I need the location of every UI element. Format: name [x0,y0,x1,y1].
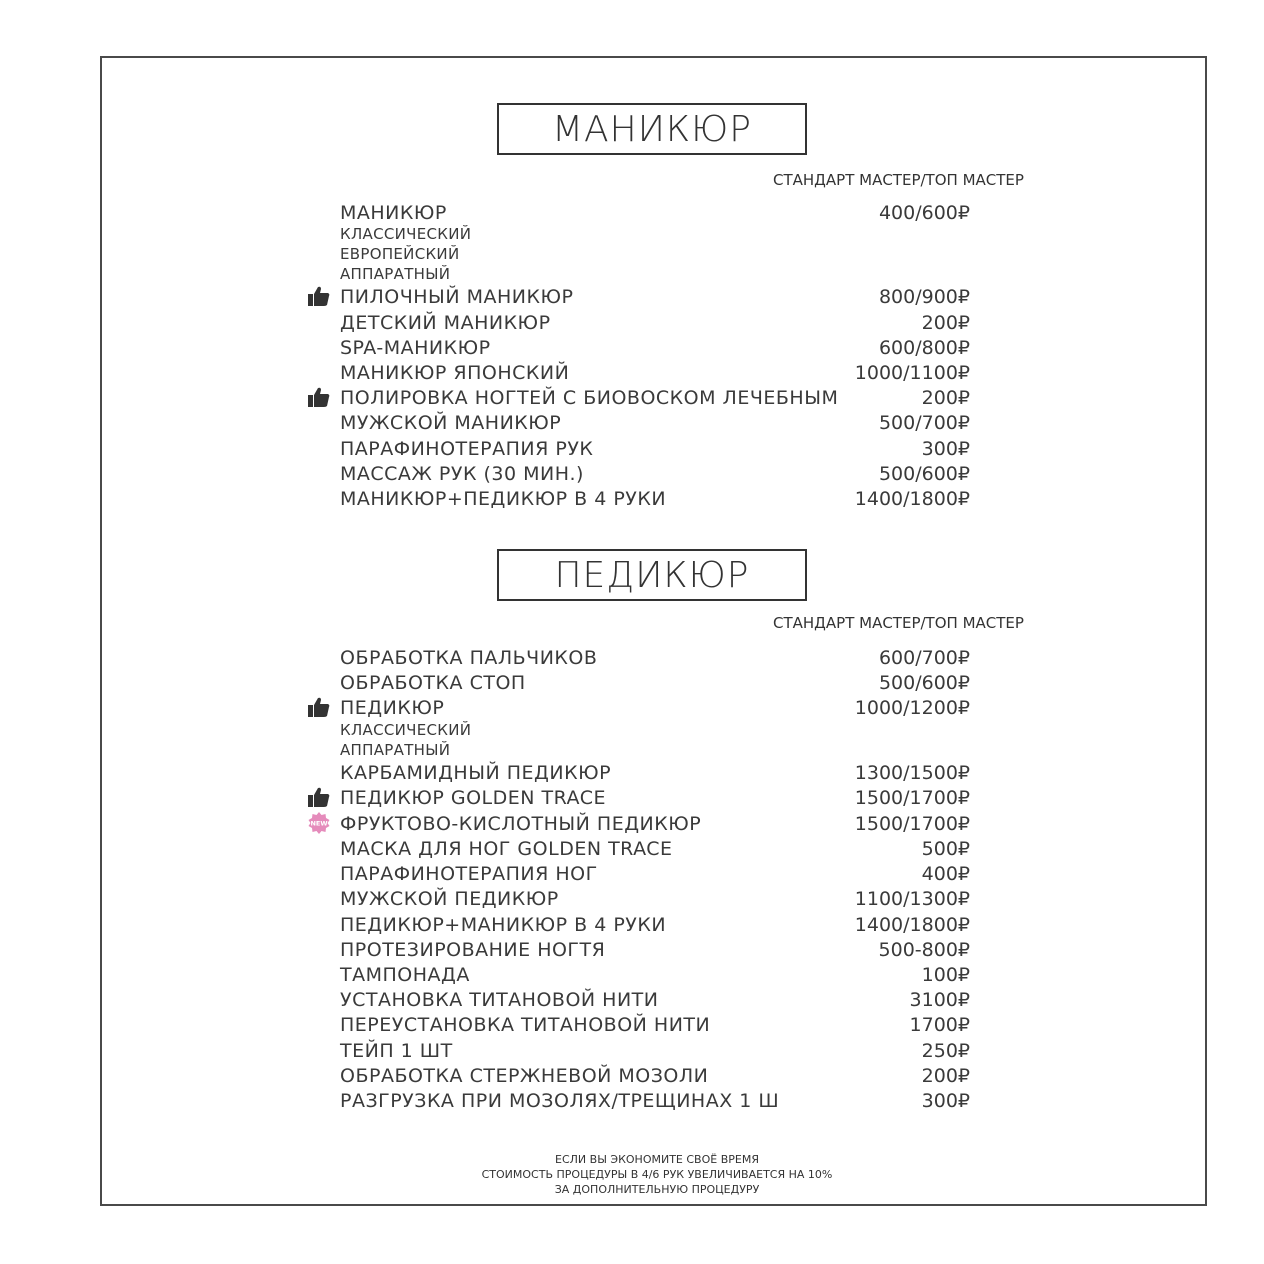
service-price: 600/800₽ [878,337,970,359]
price-row [340,964,970,990]
service-price: 1100/1300₽ [854,888,970,910]
service-subtype: КЛАССИЧЕСКИЙ [340,225,472,243]
price-row [340,863,970,889]
manicure-column-header: СТАНДАРТ МАСТЕР/ТОП МАСТЕР [773,171,1024,189]
price-row [340,463,970,489]
service-name: ПАРАФИНОТЕРАПИЯ НОГ [340,863,598,885]
service-name: ПЕДИКЮР+МАНИКЮР В 4 РУКИ [340,914,667,936]
service-price: 1400/1800₽ [854,914,970,936]
service-name: ОБРАБОТКА ПАЛЬЧИКОВ [340,647,598,669]
service-price: 300₽ [921,1090,970,1112]
price-row [340,1040,970,1066]
thumbs-up-icon [307,785,331,809]
service-price: 200₽ [921,312,970,334]
manicure-section-title: МАНИКЮР [497,103,807,155]
service-name: ПРОТЕЗИРОВАНИЕ НОГТЯ [340,939,606,961]
service-price: 300₽ [921,438,970,460]
service-name: SPA-МАНИКЮР [340,337,491,359]
service-subtype: АППАРАТНЫЙ [340,265,451,283]
service-name: МАНИКЮР ЯПОНСКИЙ [340,362,570,384]
new-badge-icon [307,811,331,835]
service-name: ФРУКТОВО-КИСЛОТНЫЙ ПЕДИКЮР [340,813,702,835]
service-name: ПЕДИКЮР GOLDEN TRACE [340,787,606,809]
price-row [340,312,970,338]
service-name: ОБРАБОТКА СТЕРЖНЕВОЙ МОЗОЛИ [340,1065,709,1087]
service-name: МАСКА ДЛЯ НОГ GOLDEN TRACE [340,838,673,860]
pedicure-section-title: ПЕДИКЮР [497,549,807,601]
service-price: 500/700₽ [878,412,970,434]
service-price: 500-800₽ [878,939,970,961]
footer-line: ЕСЛИ ВЫ ЭКОНОМИТЕ СВОЁ ВРЕМЯ [555,1153,759,1166]
service-name: ПОЛИРОВКА НОГТЕЙ С БИОВОСКОМ ЛЕЧЕБНЫМ [340,387,839,409]
footer-line: ЗА ДОПОЛНИТЕЛЬНУЮ ПРОЦЕДУРУ [554,1183,760,1196]
footer-line: СТОИМОСТЬ ПРОЦЕДУРЫ В 4/6 РУК УВЕЛИЧИВАЕТСЯ НА 10% [481,1168,833,1181]
service-price: 800/900₽ [878,286,970,308]
price-row [340,989,970,1015]
service-subtype: АППАРАТНЫЙ [340,741,451,759]
service-price: 400₽ [921,863,970,885]
service-subtype: КЛАССИЧЕСКИЙ [340,721,472,739]
service-price: 600/700₽ [878,647,970,669]
price-row [340,438,970,464]
service-price: 500₽ [921,838,970,860]
footer-note [400,1152,914,1197]
service-price: 200₽ [921,1065,970,1087]
service-name: ПЕРЕУСТАНОВКА ТИТАНОВОЙ НИТИ [340,1014,711,1036]
price-row [310,813,970,839]
thumbs-up-icon [307,385,331,409]
service-price: 100₽ [921,964,970,986]
service-price: 250₽ [921,1040,970,1062]
service-name: МУЖСКОЙ ПЕДИКЮР [340,888,559,910]
service-name: ТЕЙП 1 ШТ [340,1040,453,1062]
service-price: 400/600₽ [878,202,970,224]
service-subtype: ЕВРОПЕЙСКИЙ [340,245,460,263]
price-row [340,672,970,698]
service-name: МАССАЖ РУК (30 МИН.) [340,463,584,485]
service-price: 1300/1500₽ [854,762,970,784]
service-price: 1500/1700₽ [854,787,970,809]
service-price: 1700₽ [909,1014,970,1036]
service-price: 1000/1100₽ [854,362,970,384]
price-row [340,888,970,914]
price-row [340,337,970,363]
service-name: ТАМПОНАДА [340,964,470,986]
service-name: КАРБАМИДНЫЙ ПЕДИКЮР [340,762,612,784]
price-row [340,286,970,312]
service-price: 200₽ [921,387,970,409]
price-row [340,412,970,438]
price-row [340,362,970,388]
price-row [340,387,970,413]
service-name: ПАРАФИНОТЕРАПИЯ РУК [340,438,594,460]
price-row [340,1014,970,1040]
price-row [340,939,970,965]
service-name: РАЗГРУЗКА ПРИ МОЗОЛЯХ/ТРЕЩИНАХ 1 Ш [340,1090,780,1112]
service-name: ДЕТСКИЙ МАНИКЮР [340,312,551,334]
service-price: 500/600₽ [878,463,970,485]
price-row [340,647,970,673]
price-row [340,762,970,788]
price-row [340,838,970,864]
thumbs-up-icon [307,695,331,719]
service-name: МУЖСКОЙ МАНИКЮР [340,412,562,434]
price-row [340,787,970,813]
service-name: МАНИКЮР [340,202,447,224]
price-row [340,488,970,514]
service-price: 1500/1700₽ [854,813,970,835]
new-badge-text: NEW [310,819,328,828]
service-name: ПИЛОЧНЫЙ МАНИКЮР [340,286,574,308]
service-price: 1400/1800₽ [854,488,970,510]
price-row [340,914,970,940]
service-price: 3100₽ [909,989,970,1011]
service-price: 500/600₽ [878,672,970,694]
pedicure-column-header: СТАНДАРТ МАСТЕР/ТОП МАСТЕР [773,614,1024,632]
service-name: МАНИКЮР+ПЕДИКЮР В 4 РУКИ [340,488,667,510]
service-name: ОБРАБОТКА СТОП [340,672,526,694]
price-row [340,1065,970,1091]
price-row [340,697,970,723]
price-row [340,1090,970,1116]
service-name: УСТАНОВКА ТИТАНОВОЙ НИТИ [340,989,659,1011]
thumbs-up-icon [307,284,331,308]
service-name: ПЕДИКЮР [340,697,445,719]
service-price: 1000/1200₽ [854,697,970,719]
